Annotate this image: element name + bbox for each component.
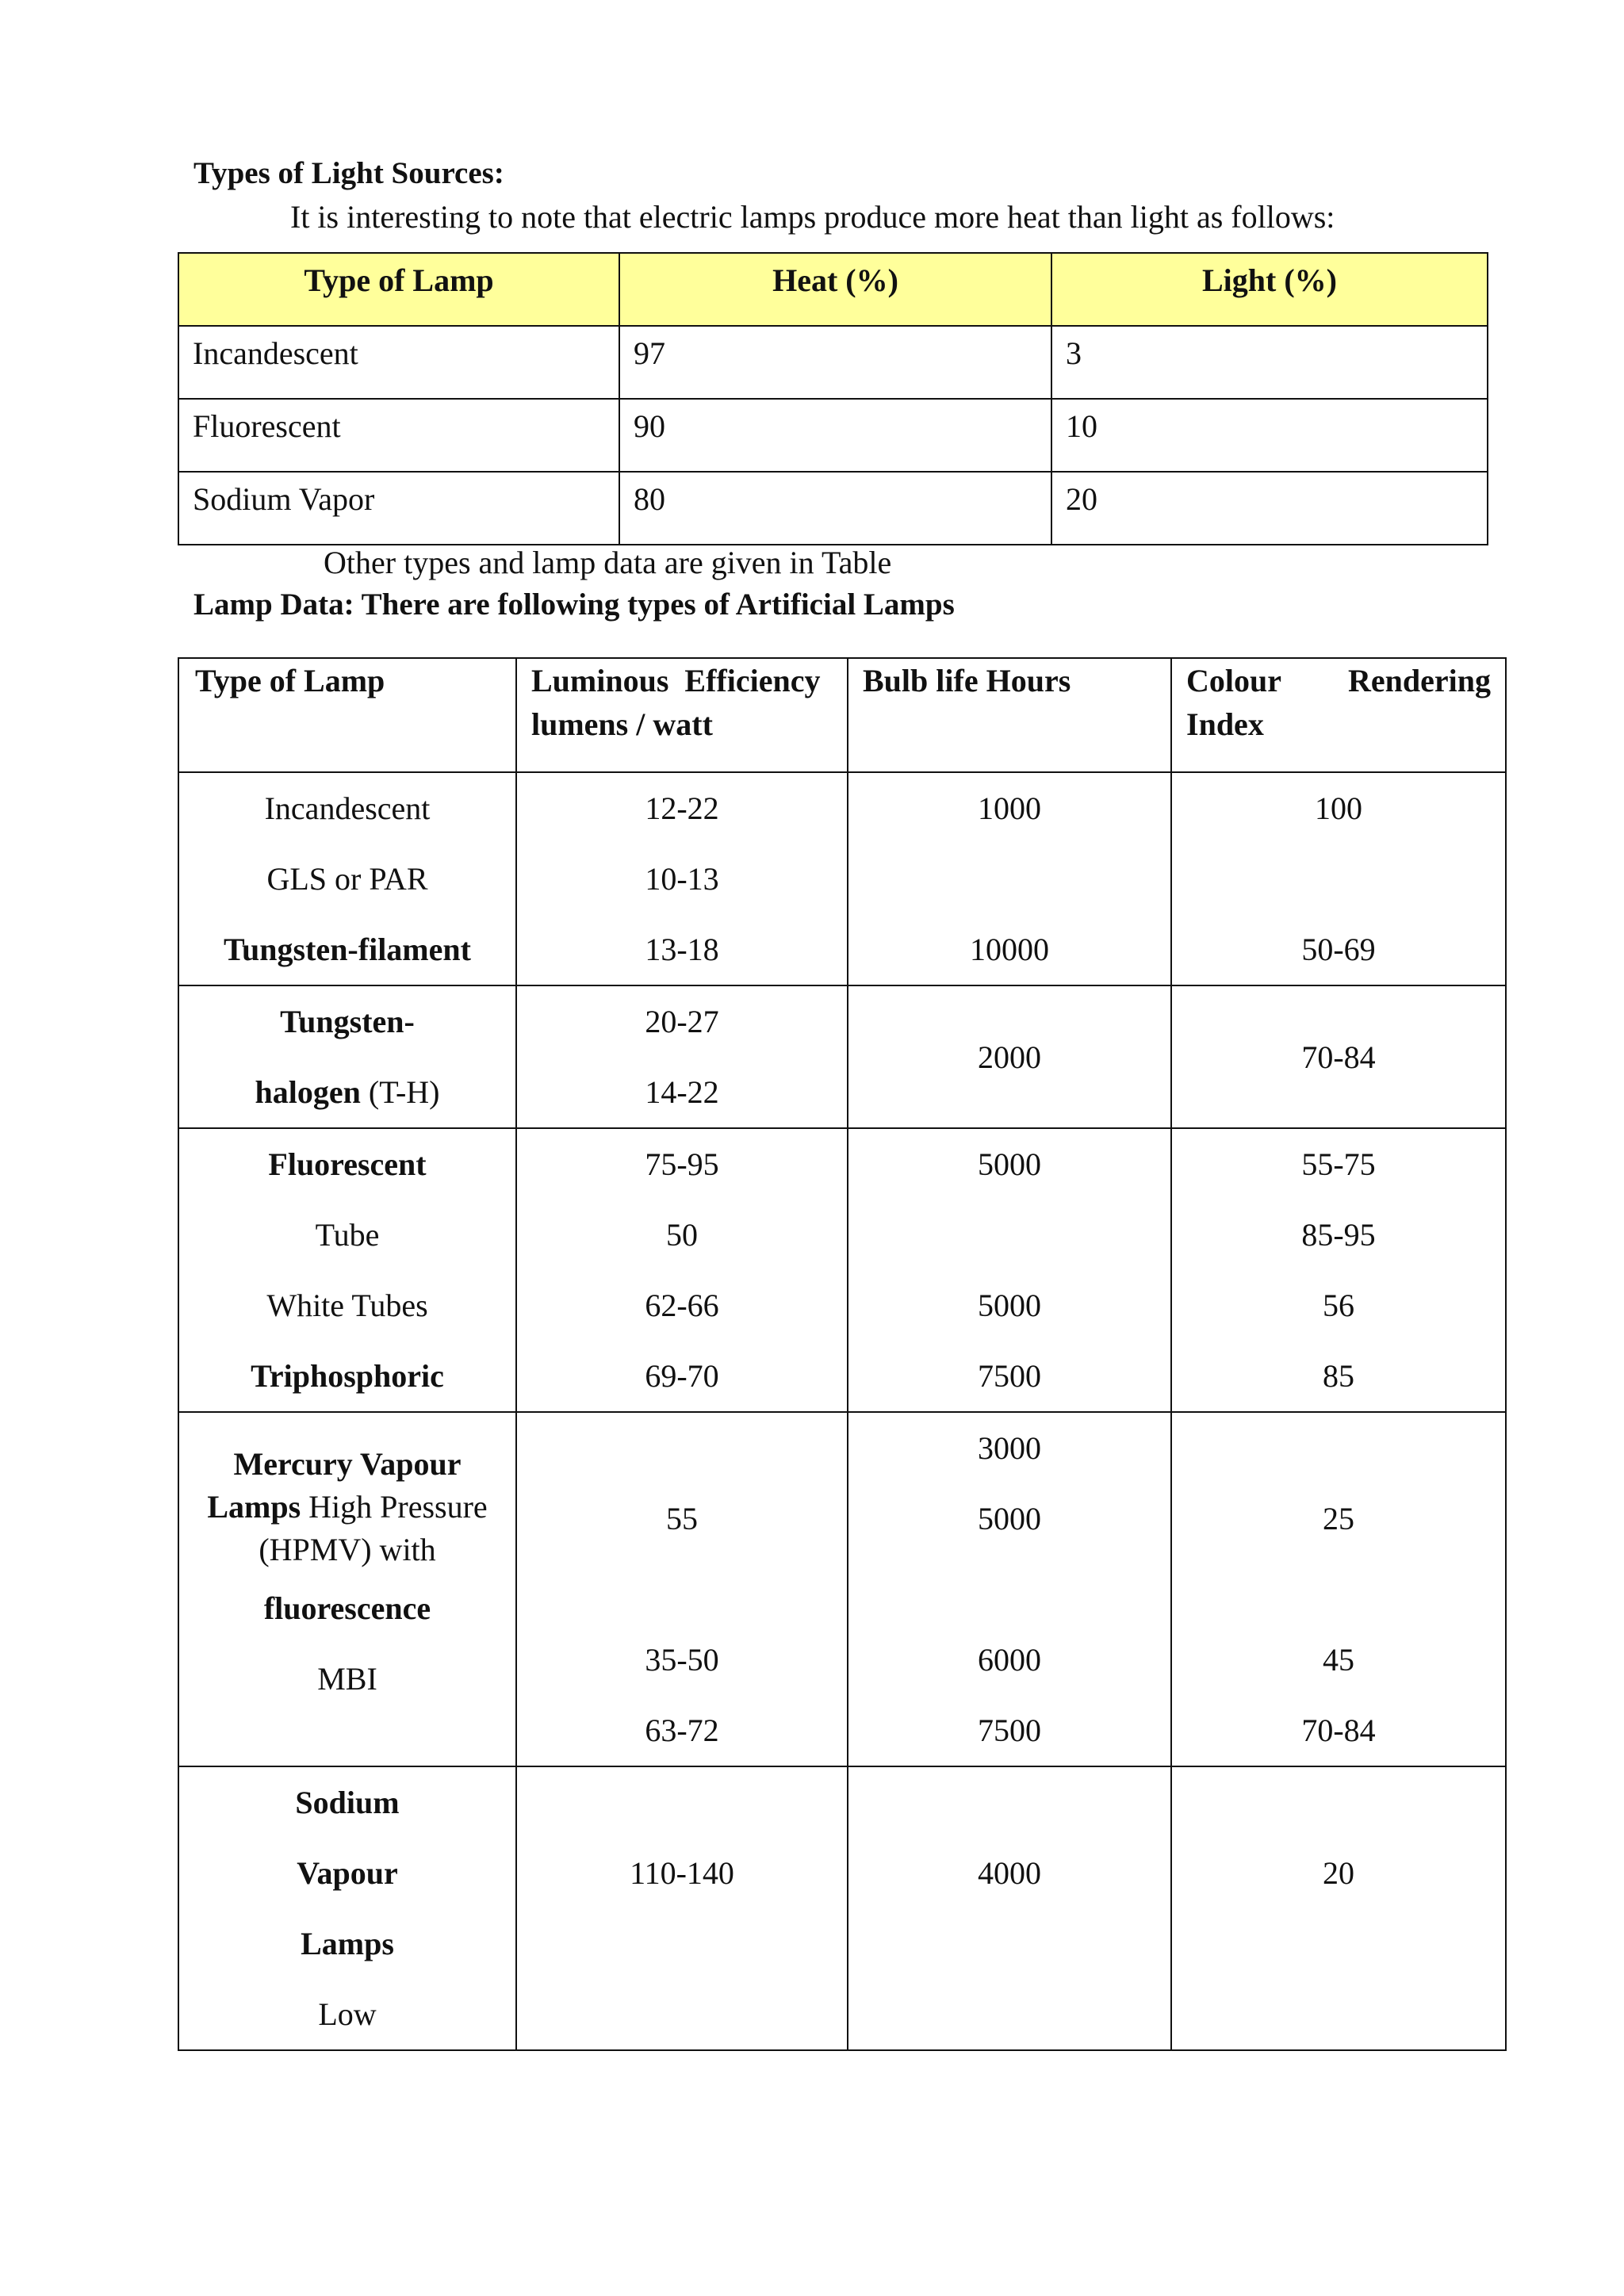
efficiency-value: 50: [666, 1217, 698, 1253]
light-cell: 20: [1051, 472, 1488, 545]
efficiency-value: 13-18: [645, 932, 719, 967]
lamp-type-cell: Sodium Vapor: [178, 472, 619, 545]
lamp-type-line: Fluorescent: [268, 1146, 427, 1182]
table-row: [178, 1128, 1506, 1412]
efficiency-value: 12-22: [645, 790, 719, 826]
efficiency-cell: [516, 985, 848, 1128]
table-row: [178, 399, 1488, 472]
lamp-type-cell: Incandescent: [178, 326, 619, 399]
lamp-type-cell: [178, 1412, 516, 1766]
table-header-row: [178, 658, 1506, 772]
cri-value: 25: [1323, 1501, 1354, 1536]
header-type-text: Type of Lamp: [195, 663, 385, 698]
efficiency-value: 69-70: [645, 1358, 719, 1394]
heat-cell: 97: [619, 326, 1051, 399]
cri-cell: [1171, 1766, 1506, 2050]
cri-value: 100: [1315, 790, 1362, 826]
header-bulb-life: [848, 658, 1171, 772]
cri-value: 45: [1323, 1642, 1354, 1678]
light-cell: 3: [1051, 326, 1488, 399]
header-cri: [1171, 658, 1506, 772]
header-efficiency-line2: lumens / watt: [531, 706, 713, 742]
header-type: Type of Lamp: [178, 253, 619, 326]
life-value: 7500: [978, 1712, 1041, 1748]
efficiency-value: 10-13: [645, 861, 719, 897]
efficiency-value: 20-27: [645, 1004, 719, 1039]
lamp-type-line: Low: [318, 1996, 377, 2032]
header-cri-line1: Colour Rendering: [1186, 663, 1491, 698]
lamp-type-line: halogen (T-H): [255, 1074, 440, 1110]
efficiency-value: 110-140: [630, 1855, 734, 1891]
lamp-type-line: Tungsten-: [280, 1004, 415, 1039]
life-value: 5000: [978, 1501, 1041, 1536]
bulb-life-cell: [848, 985, 1171, 1128]
lamp-type-line: White Tubes: [266, 1288, 428, 1323]
lamp-type-line: Mercury Vapour: [233, 1446, 462, 1482]
table-row: [178, 1412, 1506, 1766]
lamp-type-line: GLS or PAR: [266, 861, 428, 897]
lamp-type-cell: Fluorescent: [178, 399, 619, 472]
table-header-row: [178, 253, 1488, 326]
life-value: 5000: [978, 1288, 1041, 1323]
table-row: [178, 985, 1506, 1128]
header-efficiency: [516, 658, 848, 772]
header-efficiency-line1: Luminous Efficiency: [531, 663, 821, 698]
life-value: 7500: [978, 1358, 1041, 1394]
heat-light-table: [178, 252, 1488, 545]
efficiency-value: 63-72: [645, 1712, 719, 1748]
header-cri-line2: Index: [1186, 706, 1264, 742]
cri-value: 85-95: [1301, 1217, 1376, 1253]
life-value: 6000: [978, 1642, 1041, 1678]
lamp-data-heading: Lamp Data: There are following types of Artificial Lamps: [193, 587, 955, 622]
cri-cell: [1171, 985, 1506, 1128]
lamp-type-line: Sodium: [295, 1785, 400, 1820]
efficiency-value: 55: [666, 1501, 698, 1536]
lamp-type-line: Incandescent: [264, 790, 431, 826]
table-note: Other types and lamp data are given in Table: [324, 545, 892, 580]
bulb-life-cell: [848, 1128, 1171, 1412]
table-row: [178, 472, 1488, 545]
intro-text: It is interesting to note that electric lamps produce more heat than light as follows:: [290, 199, 1335, 235]
lamp-data-table: [178, 657, 1507, 2051]
life-value: 1000: [978, 790, 1041, 826]
section-title: Types of Light Sources:: [193, 156, 504, 190]
heat-cell: 80: [619, 472, 1051, 545]
table-row: [178, 1766, 1506, 2050]
lamp-type-line: Triphosphoric: [251, 1358, 444, 1394]
life-value: 3000: [978, 1430, 1041, 1466]
lamp-type-line: (HPMV) with: [259, 1532, 436, 1567]
efficiency-cell: [516, 1412, 848, 1766]
efficiency-cell: [516, 1766, 848, 2050]
cri-value: 56: [1323, 1288, 1354, 1323]
header-light: Light (%): [1051, 253, 1488, 326]
lamp-type-line: Vapour: [297, 1855, 398, 1891]
bulb-life-cell: [848, 772, 1171, 985]
lamp-type-cell: [178, 1128, 516, 1412]
header-type: [178, 658, 516, 772]
life-value: 2000: [978, 1039, 1041, 1075]
life-value: 10000: [970, 932, 1049, 967]
efficiency-cell: [516, 1128, 848, 1412]
lamp-type-line: Lamps High Pressure: [207, 1489, 488, 1525]
cri-value: 70-84: [1301, 1712, 1376, 1748]
lamp-type-line: Tungsten-filament: [224, 932, 471, 967]
efficiency-cell: [516, 772, 848, 985]
efficiency-value: 35-50: [645, 1642, 719, 1678]
life-value: 5000: [978, 1146, 1041, 1182]
lamp-type-line: Tube: [315, 1217, 380, 1253]
cri-value: 50-69: [1301, 932, 1376, 967]
cri-cell: [1171, 772, 1506, 985]
header-heat: Heat (%): [619, 253, 1051, 326]
lamp-type-cell: [178, 772, 516, 985]
cri-cell: [1171, 1412, 1506, 1766]
lamp-type-cell: [178, 1766, 516, 2050]
efficiency-value: 62-66: [645, 1288, 719, 1323]
light-cell: 10: [1051, 399, 1488, 472]
efficiency-value: 75-95: [645, 1146, 719, 1182]
cri-cell: [1171, 1128, 1506, 1412]
table-row: [178, 772, 1506, 985]
bulb-life-cell: [848, 1766, 1171, 2050]
cri-value: 55-75: [1301, 1146, 1376, 1182]
cri-value: 85: [1323, 1358, 1354, 1394]
lamp-type-line: fluorescence: [263, 1590, 431, 1626]
lamp-type-line: Lamps: [301, 1926, 394, 1961]
efficiency-value: 14-22: [645, 1074, 719, 1110]
lamp-type-line: MBI: [317, 1661, 377, 1697]
heat-cell: 90: [619, 399, 1051, 472]
header-life-text: Bulb life Hours: [863, 663, 1071, 698]
life-value: 4000: [978, 1855, 1041, 1891]
table-row: [178, 326, 1488, 399]
lamp-type-cell: [178, 985, 516, 1128]
cri-value: 20: [1323, 1855, 1354, 1891]
bulb-life-cell: [848, 1412, 1171, 1766]
cri-value: 70-84: [1301, 1039, 1376, 1075]
